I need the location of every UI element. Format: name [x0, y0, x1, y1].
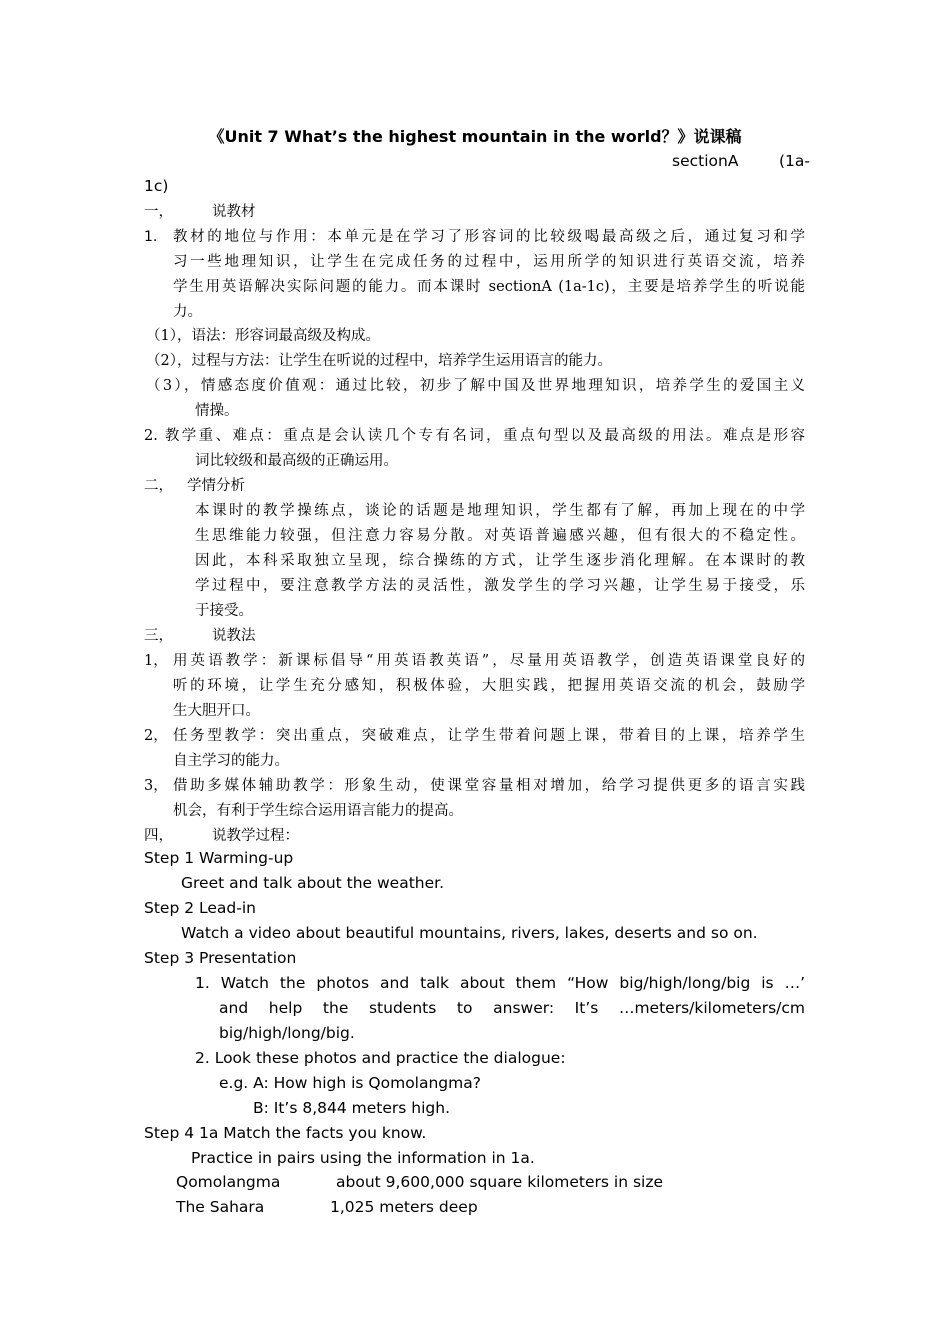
part1-item1-line: 习一些地理知识，让学生在完成任务的过程中，运用所学的知识进行英语交流，培养 [173, 254, 805, 270]
part3-item-num: 1， [144, 653, 168, 669]
part3-item-num: 3， [144, 778, 168, 794]
part3-item-line: 听的环境，让学生充分感知，积极体验，大胆实践，把握用英语交流的机会，鼓励学 [173, 678, 805, 694]
fact-value: about 9,600,000 square kilometers in size [336, 1173, 663, 1191]
part1-sub2: （2），过程与方法：让学生在听说的过程中，培养学生运用语言的能力。 [146, 353, 612, 369]
section-range-start: (1a- [779, 152, 810, 170]
step3-example-b: B: It’s 8,844 meters high. [253, 1099, 451, 1117]
step3-item1-line: and help the students to answer: It’s …meters/kilometers/cm [219, 999, 805, 1017]
fact-name: Qomolangma [176, 1173, 281, 1191]
step1-text: Greet and talk about the weather. [181, 874, 445, 892]
step2-text: Watch a video about beautiful mountains, rivers, lakes, deserts and so on. [181, 924, 758, 942]
part2-line: 因此，本科采取独立呈现，综合操练的方式，让学生逐步消化理解。在本课时的教 [195, 553, 805, 569]
fact-name: The Sahara [176, 1198, 265, 1216]
step4-text: Practice in pairs using the information in 1a. [191, 1149, 535, 1167]
part1-sub3-line: （3），情感态度价值观：通过比较，初步了解中国及世界地理知识，培养学生的爱国主义 [146, 378, 805, 394]
part3-heading-num: 三， [144, 628, 173, 644]
part2-line: 于接受。 [195, 603, 253, 619]
part1-sub3-line: 情操。 [195, 403, 239, 419]
part3-heading: 说教法 [212, 628, 256, 644]
section-label: sectionA [672, 152, 739, 170]
part1-item1-line: 力。 [173, 304, 202, 320]
section-range-end: 1c) [144, 177, 169, 195]
step2-heading: Step 2 Lead-in [144, 899, 256, 917]
step3-item2: 2. Look these photos and practice the dialogue: [195, 1049, 566, 1067]
step3-item1-line: 1. Watch the photos and talk about them “How big/high/long/big is …’ [195, 974, 805, 992]
part3-item-line: 生大胆开口。 [173, 703, 260, 719]
part1-item2-line: 词比较级和最高级的正确运用。 [195, 453, 398, 469]
part4-heading: 说教学过程： [212, 828, 299, 844]
part1-heading-num: 一， [144, 204, 173, 220]
step1-heading: Step 1 Warming-up [144, 849, 294, 867]
document-title: 《Unit 7 What’s the highest mountain in the world？》说课稿 [208, 127, 742, 146]
part2-line: 生思维能力较强，但注意力容易分散。对英语普遍感兴趣，但有很大的不稳定性。 [195, 528, 805, 544]
part1-sub1: （1），语法：形容词最高级及构成。 [146, 328, 380, 344]
part3-item-line: 用英语教学：新课标倡导“用英语教英语”，尽量用英语教学，创造英语课堂良好的 [173, 653, 805, 669]
part4-heading-num: 四， [144, 828, 173, 844]
step4-heading: Step 4 1a Match the facts you know. [144, 1124, 427, 1142]
part3-item-line: 借助多媒体辅助教学：形象生动，使课堂容量相对增加，给学习提供更多的语言实践 [173, 778, 805, 794]
step3-heading: Step 3 Presentation [144, 949, 297, 967]
part1-item1-num: 1. [144, 229, 158, 245]
part1-item1-line: 学生用英语解决实际问题的能力。而本课时 sectionA (1a-1c)，主要是培养学生的听说能 [173, 279, 805, 295]
part3-item-num: 2， [144, 728, 168, 744]
part2-heading: 学情分析 [187, 478, 245, 494]
part3-item-line: 任务型教学：突出重点，突破难点，让学生带着问题上课，带着目的上课，培养学生 [173, 728, 805, 744]
part2-heading-num: 二， [144, 478, 173, 494]
step3-example-a: e.g. A: How high is Qomolangma? [219, 1074, 481, 1092]
fact-value: 1,025 meters deep [330, 1198, 478, 1216]
part1-heading: 说教材 [212, 204, 256, 220]
part3-item-line: 自主学习的能力。 [173, 753, 289, 769]
step3-item1-line: big/high/long/big. [219, 1024, 355, 1042]
part1-item2-line: 2. 教学重、难点：重点是会认读几个专有名词，重点句型以及最高级的用法。难点是形容 [144, 428, 805, 444]
part2-line: 学过程中，要注意教学方法的灵活性，激发学生的学习兴趣，让学生易于接受，乐 [195, 578, 805, 594]
part3-item-line: 机会，有利于学生综合运用语言能力的提高。 [173, 803, 463, 819]
part1-item1-line: 教材的地位与作用：本单元是在学习了形容词的比较级喝最高级之后，通过复习和学 [173, 229, 805, 245]
part2-line: 本课时的教学操练点，谈论的话题是地理知识，学生都有了解，再加上现在的中学 [195, 503, 805, 519]
